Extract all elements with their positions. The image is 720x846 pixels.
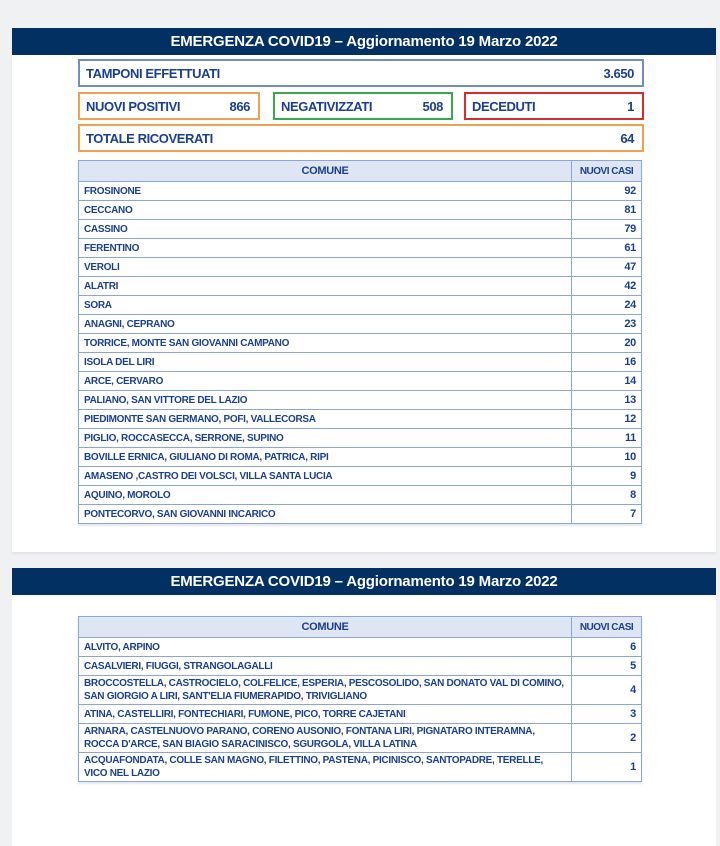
comune-cell: AQUINO, MOROLO [79,486,572,505]
nuovi-casi-cell: 47 [572,258,642,277]
table-row [79,258,642,277]
table-row [79,638,642,657]
column-header-comune: COMUNE [79,617,572,638]
table-row [79,334,642,353]
nuovi-casi-cell: 6 [572,638,642,657]
nuovi-positivi-value: 866 [229,98,250,114]
nuovi-casi-cell: 9 [572,467,642,486]
table-row [79,657,642,676]
comune-cell: BOVILLE ERNICA, GIULIANO DI ROMA, PATRICA, RIPI [79,448,572,467]
comune-cell: ISOLA DEL LIRI [79,353,572,372]
table-row [79,724,642,753]
nuovi-casi-cell: 11 [572,429,642,448]
header-banner: EMERGENZA COVID19 – Aggiornamento 19 Marzo 2022 [12,28,716,55]
table-row [79,705,642,724]
cases-table-2 [78,616,642,782]
nuovi-casi-cell: 7 [572,505,642,524]
nuovi-casi-cell: 1 [572,753,642,782]
deceduti-label: DECEDUTI [472,98,536,114]
nuovi-casi-cell: 10 [572,448,642,467]
column-header-nuovi-casi: NUOVI CASI [572,617,642,638]
comune-cell: TORRICE, MONTE SAN GIOVANNI CAMPANO [79,334,572,353]
table-row [79,467,642,486]
table-row [79,353,642,372]
table-row [79,505,642,524]
negativizzati-value: 508 [422,98,443,114]
nuovi-casi-cell: 3 [572,705,642,724]
comune-cell: PIGLIO, ROCCASECCA, SERRONE, SUPINO [79,429,572,448]
report-card-1 [12,28,716,552]
deceduti-value: 1 [627,98,634,114]
nuovi-casi-cell: 79 [572,220,642,239]
negativizzati-box [273,92,453,120]
table-header-row [79,161,642,182]
nuovi-casi-cell: 8 [572,486,642,505]
table-row [79,753,642,782]
nuovi-positivi-box [78,92,260,120]
table-row [79,315,642,334]
comune-cell: ARNARA, CASTELNUOVO PARANO, CORENO AUSONIO, FONTANA LIRI, PIGNATARO INTERAMNA, ROCCA D'ARCE, SAN BIAGIO SARACINISCO, SGURGOLA, VILLA LATINA [79,724,572,753]
table-row [79,429,642,448]
comune-cell: CASSINO [79,220,572,239]
totale-ricoverati-label: TOTALE RICOVERATI [86,130,213,146]
table-row [79,391,642,410]
nuovi-casi-cell: 61 [572,239,642,258]
column-header-comune: COMUNE [79,161,572,182]
comune-cell: FROSINONE [79,182,572,201]
nuovi-casi-cell: 42 [572,277,642,296]
comune-cell: ALVITO, ARPINO [79,638,572,657]
comune-cell: ANAGNI, CEPRANO [79,315,572,334]
nuovi-casi-cell: 14 [572,372,642,391]
totale-ricoverati-value: 64 [620,130,634,146]
tamponi-label: TAMPONI EFFETTUATI [86,65,220,81]
comune-cell: CASALVIERI, FIUGGI, STRANGOLAGALLI [79,657,572,676]
cases-table-1 [78,160,642,524]
table-row [79,239,642,258]
table-row [79,372,642,391]
comune-cell: PONTECORVO, SAN GIOVANNI INCARICO [79,505,572,524]
column-header-nuovi-casi: NUOVI CASI [572,161,642,182]
negativizzati-label: NEGATIVIZZATI [281,98,373,114]
nuovi-casi-cell: 20 [572,334,642,353]
tamponi-box [78,59,644,87]
table-header-row [79,617,642,638]
comune-cell: SORA [79,296,572,315]
table-row [79,410,642,429]
comune-cell: ACQUAFONDATA, COLLE SAN MAGNO, FILETTINO, PASTENA, PICINISCO, SANTOPADRE, TERELLE, VICO NEL LAZIO [79,753,572,782]
table-row [79,448,642,467]
nuovi-casi-cell: 5 [572,657,642,676]
nuovi-casi-cell: 16 [572,353,642,372]
nuovi-casi-cell: 12 [572,410,642,429]
comune-cell: ARCE, CERVARO [79,372,572,391]
nuovi-casi-cell: 24 [572,296,642,315]
deceduti-box [464,92,644,120]
table-row [79,182,642,201]
comune-cell: AMASENO ,CASTRO DEI VOLSCI, VILLA SANTA LUCIA [79,467,572,486]
report-card-2 [12,568,716,846]
table-row [79,201,642,220]
comune-cell: PIEDIMONTE SAN GERMANO, POFI, VALLECORSA [79,410,572,429]
nuovi-casi-cell: 81 [572,201,642,220]
table-row [79,296,642,315]
comune-cell: ALATRI [79,277,572,296]
nuovi-casi-cell: 13 [572,391,642,410]
nuovi-casi-cell: 23 [572,315,642,334]
table-row [79,676,642,705]
comune-cell: CECCANO [79,201,572,220]
table-row [79,486,642,505]
totale-ricoverati-box [78,124,644,152]
comune-cell: BROCCOSTELLA, CASTROCIELO, COLFELICE, ESPERIA, PESCOSOLIDO, SAN DONATO VAL DI COMINO, SAN GIORGIO A LIRI, SANT'ELIA FIUMERAPIDO, TRIVIGLIANO [79,676,572,705]
comune-cell: FERENTINO [79,239,572,258]
comune-cell: ATINA, CASTELLIRI, FONTECHIARI, FUMONE, PICO, TORRE CAJETANI [79,705,572,724]
nuovi-positivi-label: NUOVI POSITIVI [86,98,181,114]
nuovi-casi-cell: 2 [572,724,642,753]
table-row [79,277,642,296]
header-banner: EMERGENZA COVID19 – Aggiornamento 19 Marzo 2022 [12,568,716,595]
table-row [79,220,642,239]
nuovi-casi-cell: 4 [572,676,642,705]
comune-cell: PALIANO, SAN VITTORE DEL LAZIO [79,391,572,410]
tamponi-value: 3.650 [603,65,634,81]
nuovi-casi-cell: 92 [572,182,642,201]
comune-cell: VEROLI [79,258,572,277]
